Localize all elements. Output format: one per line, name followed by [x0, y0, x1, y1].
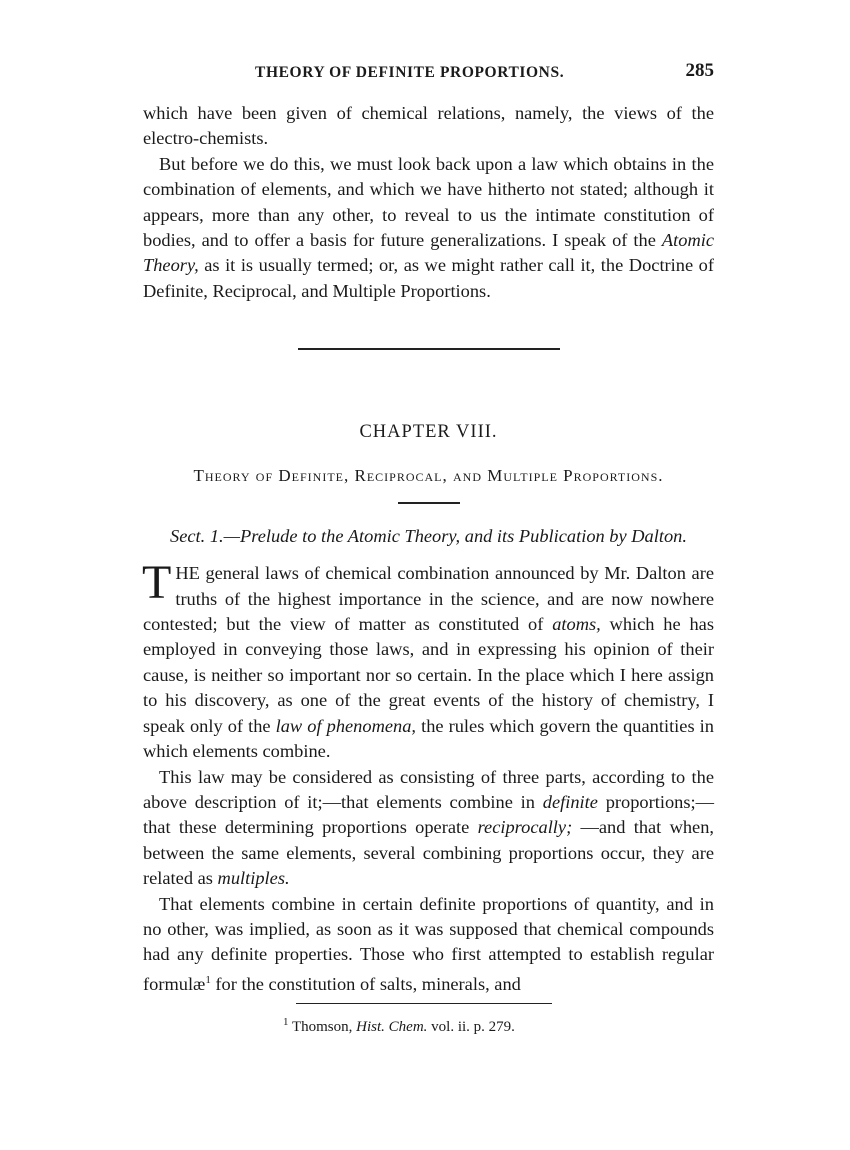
- footnote-reference: 1: [205, 973, 211, 986]
- footnote-marker: 1: [283, 1016, 289, 1029]
- section-title: —Prelude to the Atomic Theory, and its Publication by Dalton.: [223, 526, 687, 547]
- body-p3-text-a: That elements combine in certain definite proportions of quantity, and in no other, was implied, as soon as it was supposed that chemical compounds had any definite properties. Those who first attempted to establish regular formulæ: [143, 893, 714, 994]
- body-paragraph-1: [142, 556, 714, 764]
- footnote-text-b: vol. ii. p. 279.: [427, 1019, 515, 1036]
- body-p2-text-c: —and that when, between the same elements, several combining proportions occur, they are related as: [143, 817, 715, 889]
- body-paragraph-2: [143, 765, 714, 892]
- body-p3-text-b: for the constitution of salts, minerals, and: [210, 973, 521, 994]
- chapter-divider: [398, 502, 460, 504]
- intro-p1-text: which have been given of chemical relations, namely, the views of the electro-chemists.: [143, 103, 714, 149]
- section-heading: [143, 524, 714, 548]
- atoms-emphasis: atoms,: [552, 614, 601, 635]
- drop-cap: T: [142, 556, 172, 610]
- body-p2-text-b: proportions;—that these determining proportions operate: [143, 791, 714, 838]
- running-title: THEORY OF DEFINITE PROPORTIONS.: [255, 64, 565, 81]
- intro-p2-text-b: as it is usually termed; or, as we might rather call it, the Doctrine of Definite, Reciprocal, and Multiple Proportions.: [143, 255, 714, 301]
- body-p1-text-a: HE general laws of chemical combination announced by Mr. Dalton are truths of the highest importance in the science, and are now nowhere contested; but the view of matter as constituted of: [143, 563, 714, 635]
- atomic-theory-emphasis: Atomic Theory,: [143, 230, 714, 276]
- chapter-heading: CHAPTER VIII.: [359, 422, 498, 443]
- footnote-text-a: Thomson,: [288, 1019, 357, 1036]
- footnote: [143, 1016, 714, 1036]
- intro-p2-text-a: But before we do this, we must look back upon a law which obtains in the combination of elements, and which we have hitherto not stated; although it appears, more than any other, to reveal to us the intimate constitution of bodies, and to offer a basis for future generalizations. I speak of the: [143, 153, 714, 251]
- reciprocally-emphasis: reciprocally;: [477, 817, 573, 838]
- law-of-phenomena-emphasis: law of phenomena,: [275, 715, 417, 736]
- running-header: [143, 58, 714, 86]
- multiples-emphasis: multiples.: [217, 868, 290, 889]
- book-page: [143, 58, 714, 1036]
- body-p2-text-a: This law may be considered as consisting of three parts, according to the above description of it;—that elements combine in: [143, 766, 714, 812]
- section-divider: [298, 348, 560, 350]
- body-paragraph-3: [143, 892, 714, 998]
- footnote-divider: [296, 1003, 552, 1004]
- footnote-source-emphasis: Hist. Chem.: [356, 1019, 428, 1036]
- intro-paragraph-1: [143, 101, 714, 152]
- chapter-subtitle: Theory of Definite, Reciprocal, and Multiple Proportions.: [193, 466, 664, 486]
- body-p1-text-b: which he has employed in conveying those laws, and in expressing his opinion of their cause, is neither so important nor so certain. In the place which I here assign to his discovery, as one of the great events of the history of chemistry, I speak only of the: [143, 614, 714, 736]
- definite-emphasis: definite: [542, 791, 598, 812]
- section-label: Sect. 1.: [170, 526, 224, 547]
- page-number: 285: [685, 60, 714, 81]
- intro-paragraph-2: [143, 152, 714, 304]
- body-p1-text-c: the rules which govern the quantities in which elements combine.: [143, 715, 714, 762]
